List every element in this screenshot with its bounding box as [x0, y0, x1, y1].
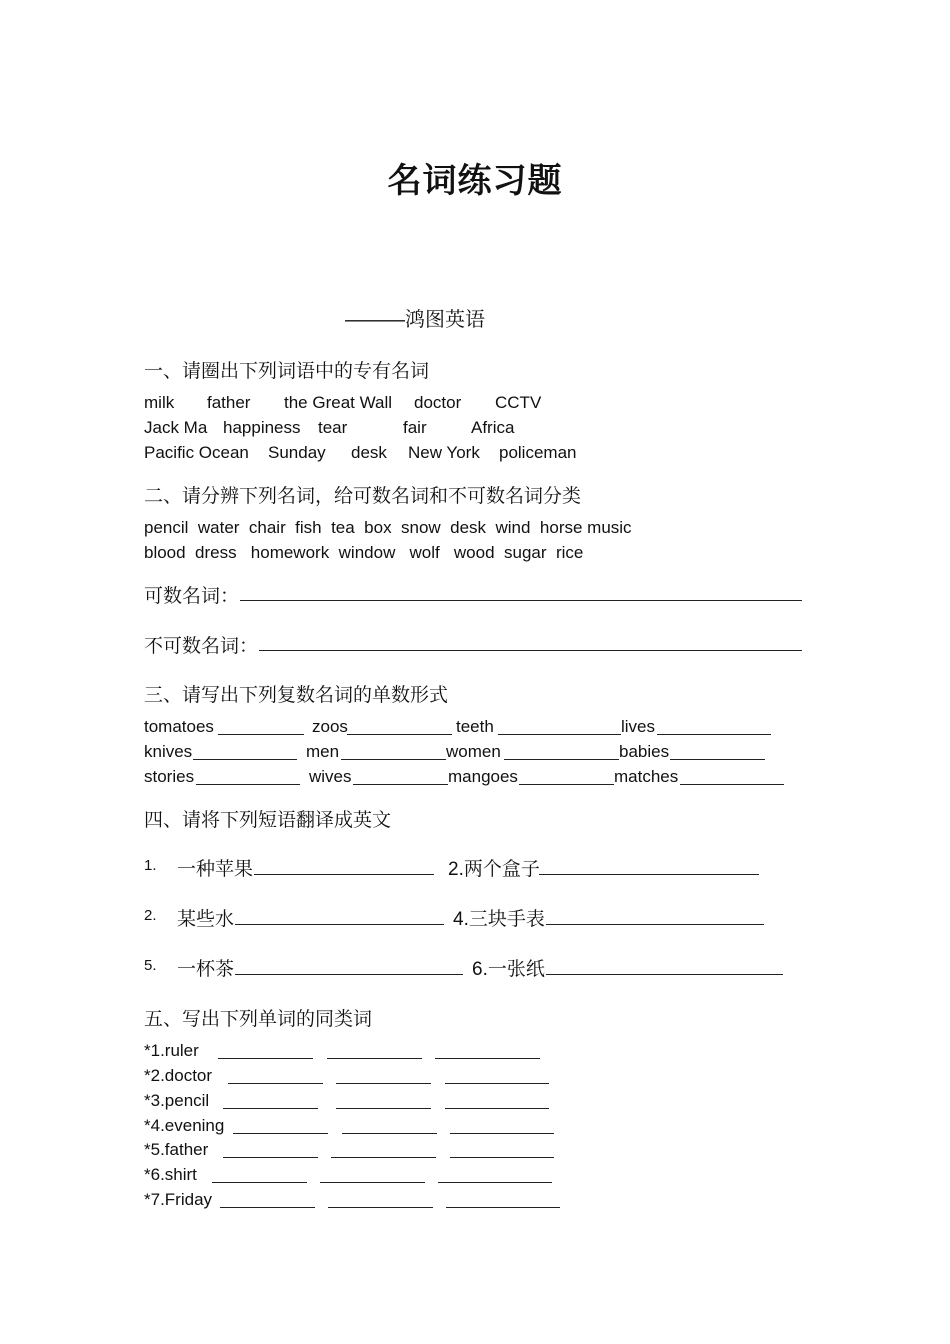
word: teeth: [456, 717, 494, 736]
answer-line[interactable]: [193, 759, 297, 760]
word: policeman: [499, 443, 577, 462]
phrase: 6.一张纸: [472, 959, 545, 980]
answer-line[interactable]: [445, 1083, 549, 1084]
answer-line[interactable]: [254, 874, 434, 875]
word: babies: [619, 742, 670, 761]
word: matches: [614, 767, 679, 786]
item-number: 5.: [144, 957, 157, 974]
answer-line[interactable]: [218, 1058, 313, 1059]
page-subtitle: ———鸿图英语: [345, 309, 485, 331]
answer-line[interactable]: [539, 874, 759, 875]
word-list: pencil water chair fish tea box snow desk wind horse music: [144, 518, 632, 537]
word: Sunday: [268, 443, 326, 462]
word: zoos: [312, 717, 348, 736]
word: stories: [144, 767, 195, 786]
word: *4.evening: [144, 1116, 225, 1135]
answer-line[interactable]: [342, 1133, 437, 1134]
section2-heading: 二、请分辨下列名词，给可数名词和不可数名词分类: [144, 486, 582, 507]
answer-line[interactable]: [347, 734, 452, 735]
word: mangoes: [448, 767, 518, 786]
answer-line[interactable]: [498, 734, 621, 735]
word: women: [446, 742, 501, 761]
answer-line[interactable]: [220, 1207, 315, 1208]
word: CCTV: [495, 393, 542, 412]
answer-line[interactable]: [328, 1207, 433, 1208]
word: Africa: [471, 418, 515, 437]
word: lives: [621, 717, 656, 736]
word: Pacific Ocean: [144, 443, 249, 462]
uncountable-answer-line[interactable]: [259, 650, 802, 651]
word: milk: [144, 393, 175, 412]
answer-line[interactable]: [445, 1108, 549, 1109]
section1-heading: 一、请圈出下列词语中的专有名词: [144, 361, 430, 382]
answer-line[interactable]: [450, 1133, 554, 1134]
word: *2.doctor: [144, 1066, 213, 1085]
answer-line[interactable]: [233, 1133, 328, 1134]
section4-heading: 四、请将下列短语翻译成英文: [144, 810, 392, 831]
answer-line[interactable]: [353, 784, 448, 785]
section3-heading: 三、请写出下列复数名词的单数形式: [144, 685, 449, 706]
answer-line[interactable]: [235, 924, 444, 925]
word: *6.shirt: [144, 1165, 197, 1184]
answer-line[interactable]: [341, 759, 446, 760]
word: *7.Friday: [144, 1190, 213, 1209]
answer-line[interactable]: [228, 1083, 323, 1084]
word: father: [207, 393, 251, 412]
word: *1.ruler: [144, 1041, 199, 1060]
word: doctor: [414, 393, 462, 412]
answer-line[interactable]: [670, 759, 765, 760]
item-number: 2.: [144, 907, 157, 924]
answer-line[interactable]: [331, 1157, 436, 1158]
word: the Great Wall: [284, 393, 393, 412]
answer-line[interactable]: [196, 784, 300, 785]
item-number: 1.: [144, 857, 157, 874]
section5-heading: 五、写出下列单词的同类词: [144, 1009, 373, 1030]
word: fair: [403, 418, 427, 437]
word: happiness: [223, 418, 301, 437]
answer-line[interactable]: [320, 1182, 425, 1183]
phrase: 4.三块手表: [453, 909, 545, 930]
answer-line[interactable]: [450, 1157, 554, 1158]
word: men: [306, 742, 340, 761]
answer-line[interactable]: [680, 784, 784, 785]
answer-line[interactable]: [546, 924, 764, 925]
phrase: 2.两个盒子: [448, 859, 540, 880]
answer-line[interactable]: [504, 759, 619, 760]
phrase: 一种苹果: [177, 859, 254, 880]
word: tear: [318, 418, 348, 437]
answer-line[interactable]: [212, 1182, 307, 1183]
word: New York: [408, 443, 480, 462]
word-list: blood dress homework window wolf wood sugar rice: [144, 543, 584, 562]
answer-line[interactable]: [438, 1182, 552, 1183]
answer-line[interactable]: [327, 1058, 422, 1059]
answer-line[interactable]: [223, 1108, 318, 1109]
answer-line[interactable]: [218, 734, 304, 735]
answer-line[interactable]: [519, 784, 614, 785]
countable-answer-line[interactable]: [240, 600, 802, 601]
answer-line[interactable]: [546, 974, 783, 975]
countable-label: 可数名词：: [144, 586, 240, 607]
answer-line[interactable]: [336, 1108, 431, 1109]
word: Jack Ma: [144, 418, 208, 437]
answer-line[interactable]: [446, 1207, 560, 1208]
answer-line[interactable]: [435, 1058, 540, 1059]
answer-line[interactable]: [223, 1157, 318, 1158]
answer-line[interactable]: [336, 1083, 431, 1084]
answer-line[interactable]: [657, 734, 771, 735]
word: wives: [309, 767, 352, 786]
phrase: 某些水: [177, 909, 235, 930]
word: knives: [144, 742, 193, 761]
word: desk: [351, 443, 387, 462]
answer-line[interactable]: [235, 974, 463, 975]
word: tomatoes: [144, 717, 214, 736]
word: *3.pencil: [144, 1091, 210, 1110]
uncountable-label: 不可数名词：: [144, 636, 259, 657]
page-title: 名词练习题: [387, 162, 563, 200]
word: *5.father: [144, 1140, 209, 1159]
phrase: 一杯茶: [177, 959, 235, 980]
